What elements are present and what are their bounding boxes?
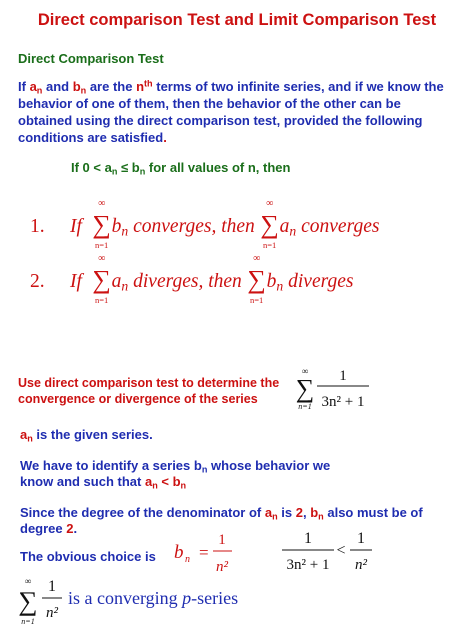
- fraction-numerator: 1: [339, 368, 347, 384]
- fraction-denominator: n²: [46, 605, 58, 621]
- bn-letter: b: [174, 542, 184, 563]
- summation-symbol: ∞ ∑ n=1: [92, 198, 111, 251]
- statement-1: 1. If ∞ ∑ n=1 $b_n$ converges, then ∞ ∑ n=1 $a_n$ converges: [30, 198, 380, 251]
- fraction-denominator: 3n² + 1: [321, 394, 365, 410]
- task-series-formula: [296, 363, 386, 413]
- task-paragraph: Use direct comparison test to determine the convergence or divergence of the series: [18, 376, 280, 406]
- sum-lower-limit: n=1: [298, 402, 312, 411]
- fraction-denominator: n²: [216, 559, 228, 575]
- condition-line: If $0 < a_n \le b_n$ for all values of n, then: [71, 160, 291, 177]
- sum-symbol: ∑: [296, 374, 315, 403]
- given-series-line: $a_n$ is the given series.: [20, 427, 153, 444]
- summation-symbol: ∞ ∑ n=1: [247, 253, 266, 306]
- less-than-sign: <: [336, 542, 346, 559]
- sum-upper-limit: ∞: [301, 366, 309, 376]
- bn-subscript: n: [185, 554, 190, 565]
- sum-upper-limit: ∞: [24, 576, 32, 586]
- conclusion-text: is a converging p-series: [68, 588, 239, 608]
- fraction-numerator: 1: [48, 578, 56, 595]
- page-title: Direct comparison Test and Limit Comparison Test: [37, 11, 437, 29]
- identify-series-paragraph: We have to identify a series $b_n$ whose behavior we know and such that $a_n < b_n$: [20, 458, 331, 491]
- comparison-inequality: [278, 527, 378, 579]
- choice-label: The obvious choice is: [20, 549, 156, 564]
- left-denominator: 3n² + 1: [286, 557, 330, 573]
- summation-symbol: ∞ ∑ n=1: [260, 198, 279, 251]
- intro-paragraph: If $a_n$ and $b_n$ are the $n^{th}$ terms of two infinite series, and if we know the behavior of one of them, then the behavior of the other can be obtained using the direct comparison test, provided the following conditions are satisfied.: [18, 78, 444, 145]
- degree-paragraph: Since the degree of the denominator of $a_n$ is 2, $b_n$ also must be of degree 2.: [20, 505, 423, 536]
- right-numerator: 1: [357, 530, 365, 547]
- statement-2: 2. If ∞ ∑ n=1 $a_n$ diverges, then ∞ ∑ n=1 $b_n$ diverges: [30, 253, 354, 306]
- equals-sign: =: [199, 543, 209, 562]
- section-heading-direct-comparison: Direct Comparison Test: [18, 51, 164, 66]
- choice-bn-formula: [170, 530, 240, 580]
- sum-lower-limit: n=1: [21, 617, 35, 626]
- fraction-numerator: 1: [218, 532, 226, 548]
- conclusion-series-formula: [16, 574, 66, 628]
- left-numerator: 1: [304, 530, 312, 547]
- right-denominator: n²: [355, 557, 367, 573]
- summation-symbol: ∞ ∑ n=1: [92, 253, 111, 306]
- sum-symbol: ∑: [18, 586, 38, 616]
